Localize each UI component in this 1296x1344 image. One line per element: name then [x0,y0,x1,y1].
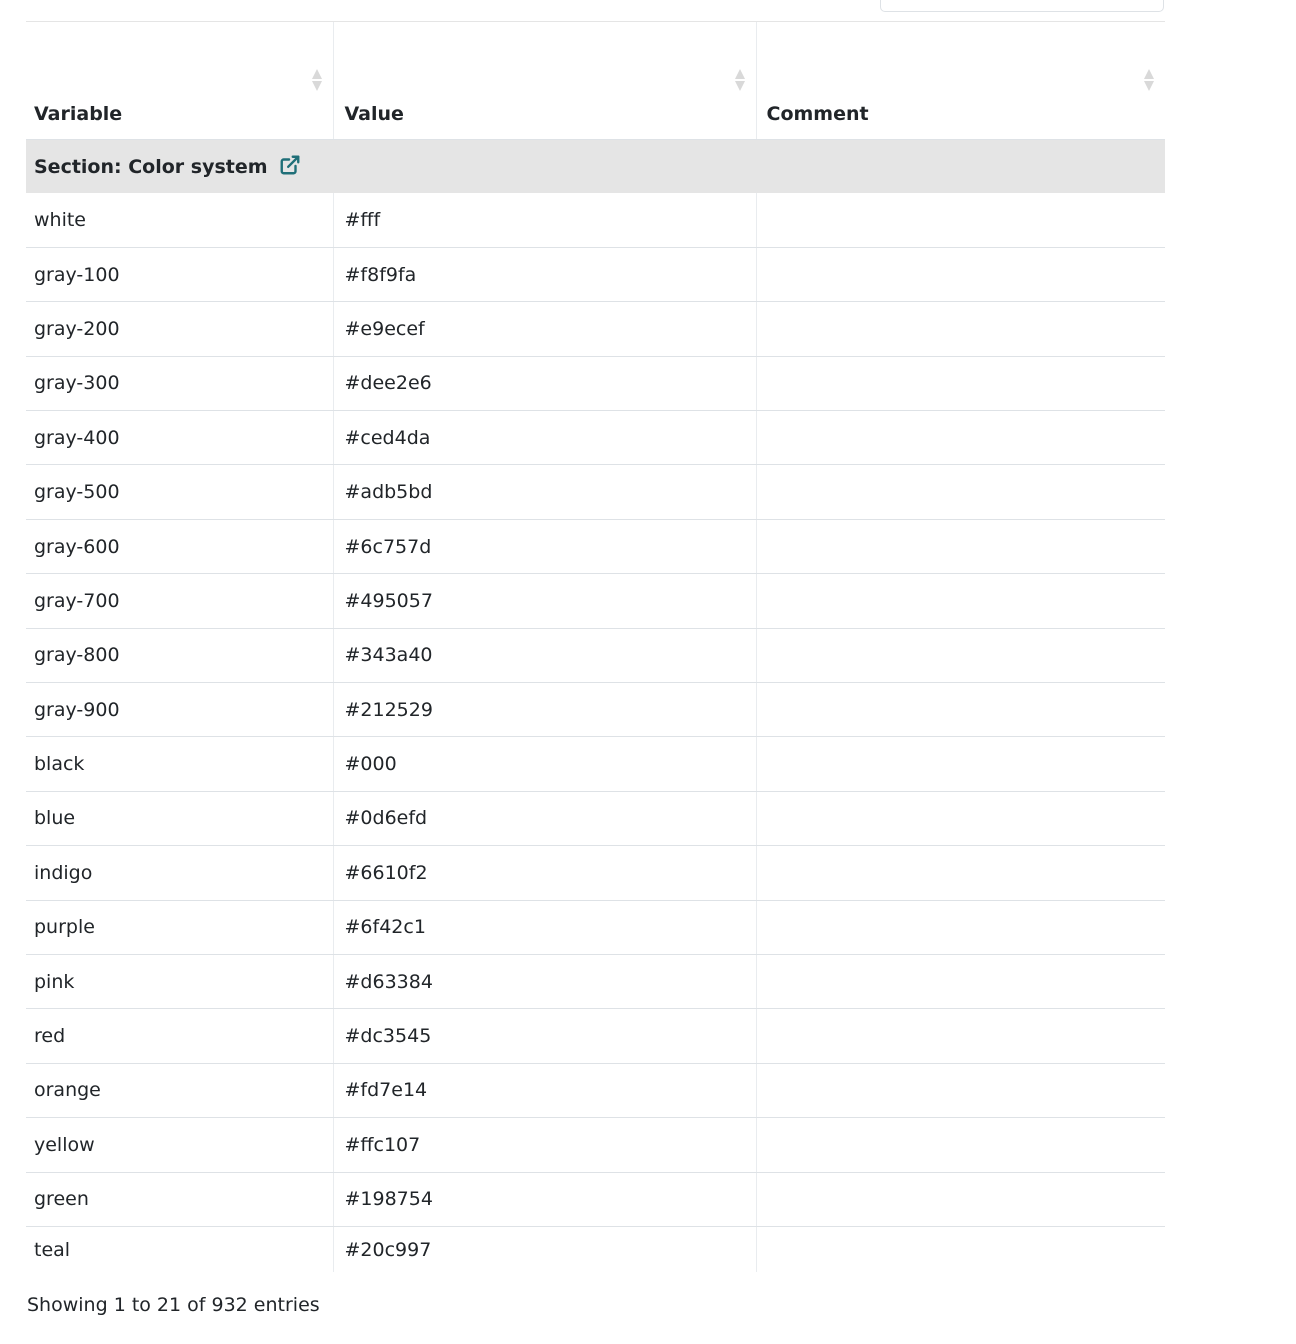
column-header-label: Comment [766,102,869,125]
variable-cell: indigo [26,846,333,900]
table-row [26,1172,1165,1226]
comment-cell [756,193,1165,247]
section-cell [26,139,1165,193]
column-header-label: Variable [34,102,123,125]
value-cell: #fff [333,193,756,247]
variable-cell: gray-300 [26,356,333,410]
value-cell: #212529 [333,683,756,737]
value-cell: #495057 [333,574,756,628]
variable-cell: gray-200 [26,302,333,356]
comment-cell [756,1226,1165,1272]
comment-cell [756,302,1165,356]
value-cell: #adb5bd [333,465,756,519]
comment-cell [756,1009,1165,1063]
variable-cell: gray-600 [26,519,333,573]
value-cell: #0d6efd [333,791,756,845]
comment-cell [756,737,1165,791]
value-cell: #dee2e6 [333,356,756,410]
comment-cell [756,247,1165,301]
value-cell: #343a40 [333,628,756,682]
table-row [26,1226,1165,1272]
comment-cell [756,1172,1165,1226]
value-cell: #000 [333,737,756,791]
variable-cell: blue [26,791,333,845]
comment-cell [756,683,1165,737]
table-row [26,302,1165,356]
variable-cell: purple [26,900,333,954]
table-header-row [26,22,1165,139]
variables-table [26,22,1165,1272]
sort-icon[interactable] [734,68,746,92]
value-cell: #fd7e14 [333,1063,756,1117]
table-row [26,519,1165,573]
variable-cell: gray-800 [26,628,333,682]
table-row [26,737,1165,791]
table-row [26,1063,1165,1117]
table-row [26,1009,1165,1063]
sort-icon[interactable] [1143,68,1155,92]
comment-cell [756,411,1165,465]
variable-cell: pink [26,954,333,1008]
value-cell: #ffc107 [333,1118,756,1172]
variable-cell: gray-400 [26,411,333,465]
column-header-comment[interactable] [756,22,1165,139]
table-row [26,411,1165,465]
comment-cell [756,519,1165,573]
variable-cell: white [26,193,333,247]
variable-cell: gray-500 [26,465,333,519]
comment-cell [756,954,1165,1008]
value-cell: #ced4da [333,411,756,465]
table-row [26,683,1165,737]
comment-cell [756,1063,1165,1117]
value-cell: #6c757d [333,519,756,573]
comment-cell [756,791,1165,845]
column-header-value[interactable] [333,22,756,139]
table-row [26,247,1165,301]
variable-cell: orange [26,1063,333,1117]
section-title: Section: Color system [34,156,268,179]
value-cell: #dc3545 [333,1009,756,1063]
value-cell: #20c997 [333,1226,756,1272]
table-row [26,954,1165,1008]
variable-cell: gray-900 [26,683,333,737]
variable-cell: gray-100 [26,247,333,301]
comment-cell [756,900,1165,954]
table-row [26,574,1165,628]
column-header-variable[interactable] [26,22,333,139]
column-header-label: Value [344,102,404,125]
table-row [26,356,1165,410]
value-cell: #6f42c1 [333,900,756,954]
table-row [26,791,1165,845]
value-cell: #6610f2 [333,846,756,900]
variable-cell: green [26,1172,333,1226]
sort-icon[interactable] [311,68,323,92]
value-cell: #f8f9fa [333,247,756,301]
comment-cell [756,628,1165,682]
table-row [26,193,1165,247]
search-input[interactable] [880,0,1164,12]
comment-cell [756,1118,1165,1172]
variable-cell: red [26,1009,333,1063]
table-row [26,900,1165,954]
comment-cell [756,356,1165,410]
value-cell: #e9ecef [333,302,756,356]
variable-cell: gray-700 [26,574,333,628]
variable-cell: yellow [26,1118,333,1172]
table-row [26,846,1165,900]
comment-cell [756,465,1165,519]
comment-cell [756,846,1165,900]
comment-cell [756,574,1165,628]
table-row [26,465,1165,519]
table-row [26,1118,1165,1172]
value-cell: #d63384 [333,954,756,1008]
section-row [26,139,1165,193]
value-cell: #198754 [333,1172,756,1226]
external-link-icon[interactable] [279,154,301,176]
table-info: Showing 1 to 21 of 932 entries [27,1294,320,1316]
variable-cell: teal [34,1238,71,1261]
variable-cell: black [26,737,333,791]
table-row [26,628,1165,682]
